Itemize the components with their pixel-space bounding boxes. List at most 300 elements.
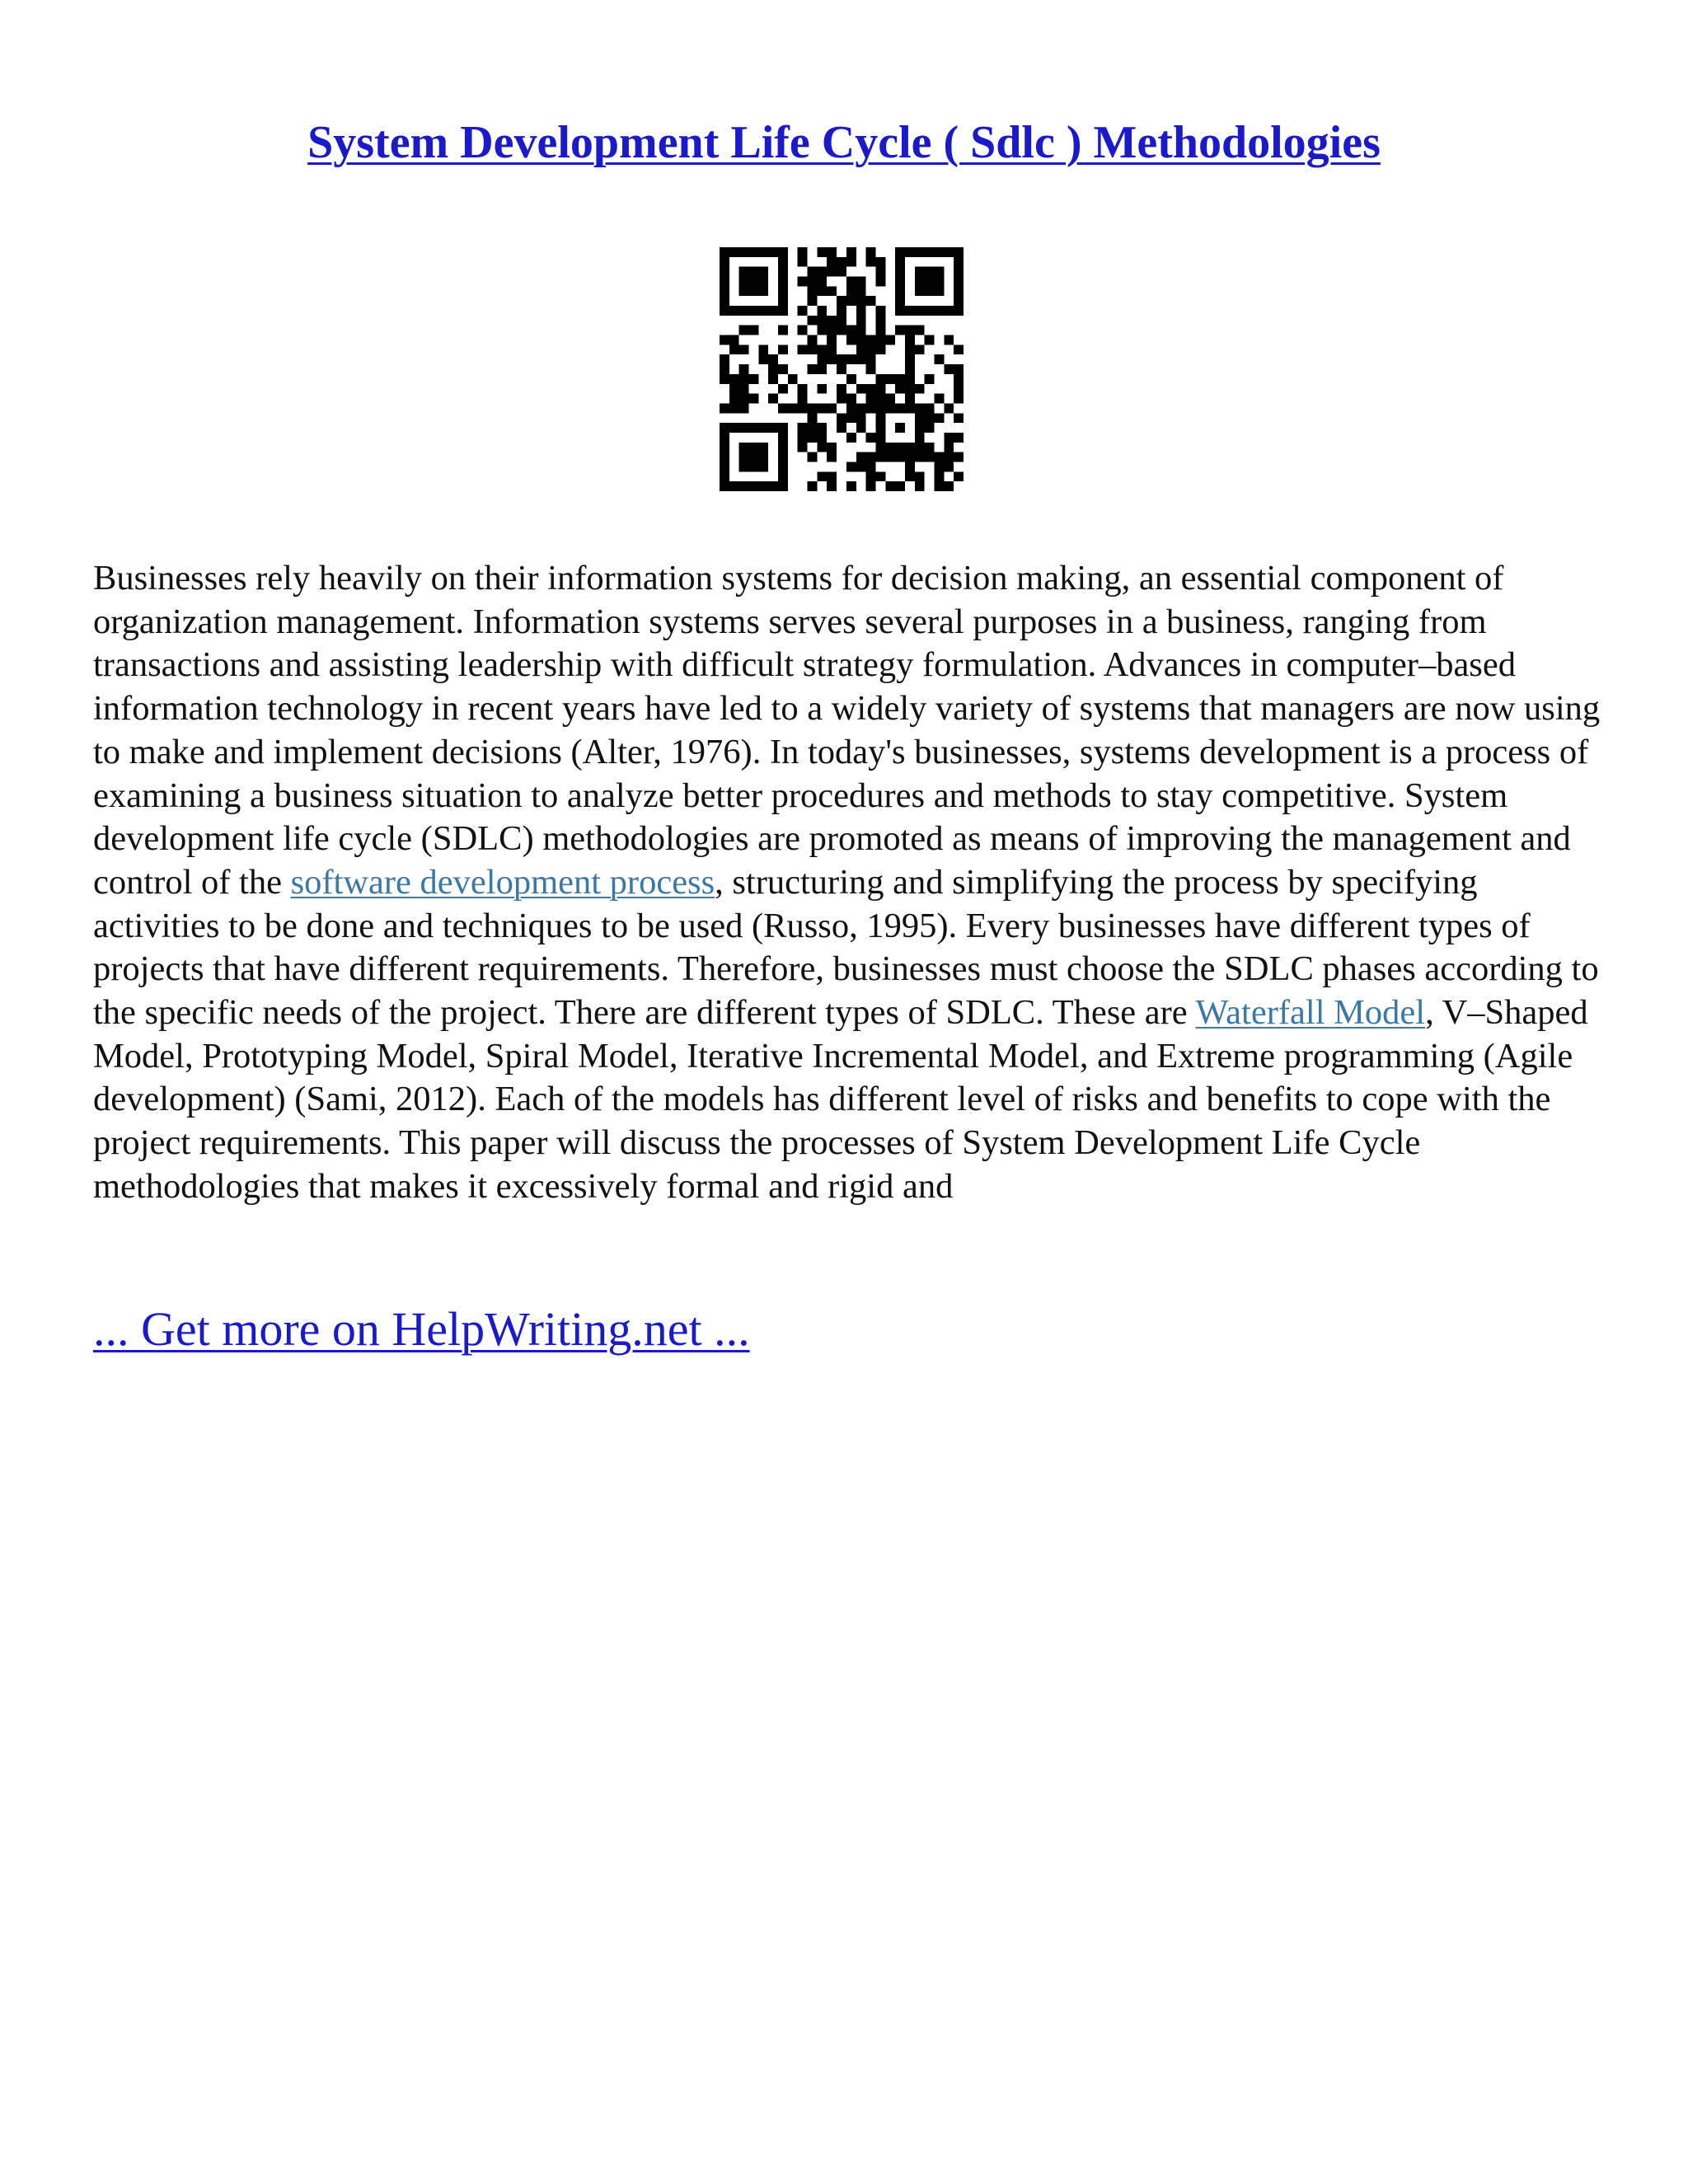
qr-module: [720, 286, 729, 296]
qr-module: [768, 374, 778, 384]
qr-module: [856, 413, 866, 423]
qr-module: [749, 452, 759, 462]
qr-module: [827, 326, 837, 335]
qr-module: [720, 364, 729, 374]
waterfall-model-link[interactable]: Waterfall Model: [1195, 993, 1426, 1033]
qr-module: [856, 462, 866, 471]
qr-module: [817, 403, 827, 413]
qr-module: [778, 286, 788, 296]
qr-module: [925, 267, 935, 277]
qr-module: [739, 247, 749, 257]
qr-module: [895, 247, 905, 257]
qr-module: [817, 443, 827, 452]
qr-module: [895, 443, 905, 452]
qr-module: [720, 354, 729, 364]
qr-module: [925, 335, 935, 345]
qr-module: [788, 403, 798, 413]
qr-module: [739, 286, 749, 296]
qr-module: [925, 374, 935, 384]
qr-module: [749, 306, 759, 316]
qr-module: [875, 403, 885, 413]
qr-module: [954, 267, 964, 277]
qr-module: [720, 247, 729, 257]
qr-module: [885, 335, 895, 345]
qr-module: [768, 364, 778, 374]
qr-module: [798, 326, 808, 335]
qr-module: [895, 481, 905, 491]
qr-module: [720, 433, 729, 443]
qr-module: [808, 286, 818, 296]
qr-module: [875, 374, 885, 384]
qr-module: [808, 316, 818, 326]
qr-module: [875, 384, 885, 394]
qr-module: [846, 286, 856, 296]
qr-module: [827, 471, 837, 481]
qr-module: [866, 471, 876, 481]
qr-module: [934, 286, 944, 296]
qr-module: [875, 413, 885, 423]
qr-module: [905, 462, 915, 471]
qr-module: [846, 277, 856, 287]
qr-module: [808, 277, 818, 287]
paragraph-text-part1: Businesses rely heavily on their information systems for decision making, an essential component of organization management. Information systems serves several purposes in a business, ranging from transactions and assisting leadership with difficult strategy formulation. Advances in computer–based information technology in recent years have led to a widely variety of systems that managers are now using to make and implement decisions (Alter, 1976). In today's businesses, systems development is a process of examining a business situation to analyze better procedures and methods to stay competitive. System development life cycle (SDLC) methodologies are promoted as means of improving the management and control of the: [93, 559, 1601, 902]
qr-code-icon: [720, 247, 964, 491]
qr-module: [944, 364, 954, 374]
qr-module: [749, 462, 759, 471]
qr-module: [729, 481, 739, 491]
qr-module: [758, 443, 768, 452]
qr-module: [778, 423, 788, 433]
qr-module: [915, 326, 925, 335]
qr-module: [808, 481, 818, 491]
qr-module: [925, 413, 935, 423]
qr-module: [846, 335, 856, 345]
qr-module: [895, 326, 905, 335]
qr-module: [934, 267, 944, 277]
qr-module: [934, 277, 944, 287]
qr-module: [954, 433, 964, 443]
qr-module: [720, 277, 729, 287]
qr-module: [954, 471, 964, 481]
qr-module: [817, 433, 827, 443]
qr-module: [739, 403, 749, 413]
qr-module: [925, 286, 935, 296]
qr-module: [758, 247, 768, 257]
qr-module: [954, 452, 964, 462]
qr-module: [905, 443, 915, 452]
qr-module: [720, 443, 729, 452]
qr-module: [905, 354, 915, 364]
qr-module: [798, 423, 808, 433]
qr-module: [729, 394, 739, 404]
qr-module: [875, 335, 885, 345]
qr-module: [808, 413, 818, 423]
qr-module: [827, 247, 837, 257]
qr-module: [768, 481, 778, 491]
qr-module: [739, 423, 749, 433]
qr-module: [846, 433, 856, 443]
qr-module: [925, 403, 935, 413]
qr-module: [837, 267, 846, 277]
qr-module: [895, 384, 905, 394]
qr-module: [778, 277, 788, 287]
qr-module: [720, 374, 729, 384]
qr-module: [895, 403, 905, 413]
qr-module: [875, 344, 885, 354]
qr-module: [866, 296, 876, 306]
qr-module: [875, 433, 885, 443]
qr-module: [846, 354, 856, 364]
qr-module: [895, 423, 905, 433]
qr-module: [778, 384, 788, 394]
qr-module: [827, 443, 837, 452]
get-more-line: [93, 1301, 750, 1358]
qr-module: [778, 267, 788, 277]
qr-module: [866, 247, 876, 257]
qr-module: [798, 394, 808, 404]
qr-module: [875, 452, 885, 462]
qr-module: [720, 267, 729, 277]
qr-module: [798, 443, 808, 452]
qr-module: [817, 267, 827, 277]
paragraph-text-part3: , V–Shaped Model, Prototyping Model, Spiral Model, Iterative Incremental Model, and Extreme programming (Agile development) (Sami, 2012). Each of the models has different level of risks and benefits to cope with the project requirements. This paper will discuss the processes of System Development Life Cycle methodologies that makes it excessively formal and rigid and: [93, 993, 1588, 1206]
qr-module: [739, 277, 749, 287]
qr-module: [944, 443, 954, 452]
qr-module: [934, 452, 944, 462]
qr-module: [856, 384, 866, 394]
qr-module: [808, 267, 818, 277]
qr-module: [827, 452, 837, 462]
qr-module: [895, 296, 905, 306]
qr-module: [837, 296, 846, 306]
qr-module: [739, 306, 749, 316]
qr-module: [778, 257, 788, 267]
qr-module: [758, 481, 768, 491]
qr-module: [875, 326, 885, 335]
qr-module: [817, 344, 827, 354]
qr-module: [749, 481, 759, 491]
qr-module: [925, 452, 935, 462]
qr-module: [739, 443, 749, 452]
qr-module: [895, 306, 905, 316]
qr-module: [808, 423, 818, 433]
qr-module: [954, 277, 964, 287]
qr-module: [729, 306, 739, 316]
qr-module: [885, 403, 895, 413]
qr-module: [915, 433, 925, 443]
qr-module: [720, 335, 729, 345]
qr-module: [954, 247, 964, 257]
qr-module: [758, 277, 768, 287]
qr-module: [895, 257, 905, 267]
qr-module: [720, 296, 729, 306]
qr-module: [895, 452, 905, 462]
qr-module: [905, 403, 915, 413]
qr-module: [875, 394, 885, 404]
qr-module: [846, 481, 856, 491]
qr-module: [934, 394, 944, 404]
qr-module: [866, 257, 876, 267]
qr-module: [895, 277, 905, 287]
qr-module: [866, 354, 876, 364]
qr-module: [749, 286, 759, 296]
qr-module: [915, 277, 925, 287]
qr-module: [837, 257, 846, 267]
qr-module: [827, 354, 837, 364]
qr-module: [729, 403, 739, 413]
qr-module: [944, 247, 954, 257]
qr-module: [768, 394, 778, 404]
qr-module: [808, 433, 818, 443]
qr-module: [915, 452, 925, 462]
qr-module: [778, 247, 788, 257]
qr-module: [768, 354, 778, 364]
qr-module: [758, 452, 768, 462]
qr-module: [817, 277, 827, 287]
qr-module: [720, 462, 729, 471]
qr-module: [788, 374, 798, 384]
qr-module: [778, 296, 788, 306]
qr-module: [729, 344, 739, 354]
qr-module: [817, 316, 827, 326]
qr-module: [905, 344, 915, 354]
qr-code-image: [720, 247, 964, 491]
qr-module: [798, 257, 808, 267]
qr-module: [934, 413, 944, 423]
qr-module: [885, 374, 895, 384]
qr-module: [856, 335, 866, 345]
qr-module: [846, 374, 856, 384]
qr-module: [875, 257, 885, 267]
qr-module: [954, 257, 964, 267]
qr-module: [739, 267, 749, 277]
qr-module: [934, 354, 944, 364]
qr-module: [875, 423, 885, 433]
qr-module: [798, 306, 808, 316]
qr-module: [817, 364, 827, 374]
qr-module: [778, 403, 788, 413]
qr-module: [720, 471, 729, 481]
qr-module: [915, 247, 925, 257]
qr-module: [944, 306, 954, 316]
qr-module: [749, 247, 759, 257]
qr-module: [729, 374, 739, 384]
qr-module: [866, 481, 876, 491]
qr-module: [905, 247, 915, 257]
qr-module: [934, 481, 944, 491]
qr-module: [729, 247, 739, 257]
qr-module: [808, 296, 818, 306]
qr-module: [856, 452, 866, 462]
qr-module: [915, 403, 925, 413]
qr-module: [954, 344, 964, 354]
qr-module: [739, 384, 749, 394]
qr-module: [817, 423, 827, 433]
qr-module: [866, 433, 876, 443]
qr-module: [749, 326, 759, 335]
qr-module: [749, 423, 759, 433]
qr-module: [837, 326, 846, 335]
qr-module: [837, 316, 846, 326]
qr-module: [905, 306, 915, 316]
qr-module: [749, 267, 759, 277]
title-link[interactable]: System Development Life Cycle ( Sdlc ) Methodologies: [307, 117, 1381, 168]
software-development-process-link[interactable]: software development process: [290, 862, 715, 902]
qr-module: [778, 433, 788, 443]
qr-module: [739, 481, 749, 491]
qr-module: [915, 413, 925, 423]
qr-module: [875, 267, 885, 277]
qr-module: [944, 433, 954, 443]
qr-module: [768, 306, 778, 316]
qr-module: [817, 286, 827, 296]
qr-module: [778, 344, 788, 354]
qr-module: [944, 462, 954, 471]
page-title: [0, 114, 1688, 171]
qr-module: [875, 471, 885, 481]
qr-module: [856, 423, 866, 433]
qr-module: [827, 286, 837, 296]
qr-module: [934, 471, 944, 481]
qr-module: [875, 277, 885, 287]
qr-module: [875, 306, 885, 316]
qr-module: [827, 481, 837, 491]
qr-module: [837, 413, 846, 423]
qr-module: [778, 306, 788, 316]
qr-module: [778, 452, 788, 462]
qr-module: [798, 384, 808, 394]
qr-module: [954, 384, 964, 394]
qr-module: [905, 394, 915, 404]
qr-module: [817, 354, 827, 364]
qr-module: [768, 247, 778, 257]
qr-module: [856, 344, 866, 354]
qr-module: [885, 481, 895, 491]
qr-module: [720, 403, 729, 413]
qr-module: [954, 306, 964, 316]
qr-module: [856, 286, 866, 296]
qr-module: [944, 403, 954, 413]
qr-module: [875, 316, 885, 326]
qr-module: [875, 443, 885, 452]
qr-module: [758, 344, 768, 354]
qr-module: [729, 423, 739, 433]
qr-module: [729, 384, 739, 394]
qr-module: [866, 335, 876, 345]
qr-module: [808, 403, 818, 413]
qr-module: [778, 462, 788, 471]
get-more-link[interactable]: ... Get more on HelpWriting.net ...: [93, 1302, 750, 1356]
qr-module: [749, 277, 759, 287]
qr-module: [720, 306, 729, 316]
qr-module: [808, 344, 818, 354]
qr-module: [798, 277, 808, 287]
body-paragraph: [93, 557, 1601, 1209]
qr-module: [866, 452, 876, 462]
qr-module: [954, 374, 964, 384]
qr-module: [846, 413, 856, 423]
qr-module: [925, 443, 935, 452]
qr-module: [925, 247, 935, 257]
qr-module: [866, 364, 876, 374]
qr-module: [856, 296, 866, 306]
qr-module: [846, 326, 856, 335]
qr-module: [720, 481, 729, 491]
qr-module: [944, 481, 954, 491]
qr-module: [808, 335, 818, 345]
qr-module: [827, 335, 837, 345]
qr-module: [720, 257, 729, 267]
qr-module: [915, 267, 925, 277]
qr-module: [720, 452, 729, 462]
qr-module: [905, 326, 915, 335]
qr-module: [915, 443, 925, 452]
qr-module: [954, 394, 964, 404]
qr-module: [915, 286, 925, 296]
qr-module: [866, 403, 876, 413]
qr-module: [817, 326, 827, 335]
qr-module: [885, 443, 895, 452]
qr-module: [885, 452, 895, 462]
qr-module: [944, 452, 954, 462]
qr-module: [915, 481, 925, 491]
qr-module: [895, 374, 905, 384]
qr-module: [817, 471, 827, 481]
qr-module: [885, 394, 895, 404]
qr-module: [846, 394, 856, 404]
qr-module: [846, 247, 856, 257]
qr-module: [856, 316, 866, 326]
qr-module: [758, 306, 768, 316]
qr-module: [720, 423, 729, 433]
qr-module: [739, 344, 749, 354]
qr-module: [798, 247, 808, 257]
qr-module: [915, 306, 925, 316]
qr-module: [758, 267, 768, 277]
qr-module: [758, 286, 768, 296]
qr-module: [856, 403, 866, 413]
qr-module: [758, 462, 768, 471]
qr-module: [817, 247, 827, 257]
qr-module: [915, 384, 925, 394]
qr-module: [827, 267, 837, 277]
qr-module: [837, 384, 846, 394]
qr-module: [954, 296, 964, 306]
qr-module: [846, 296, 856, 306]
qr-module: [837, 354, 846, 364]
qr-module: [808, 452, 818, 462]
qr-module: [866, 462, 876, 471]
qr-module: [905, 374, 915, 384]
qr-module: [895, 286, 905, 296]
qr-module: [905, 364, 915, 374]
qr-module: [915, 471, 925, 481]
qr-module: [846, 403, 856, 413]
qr-module: [739, 364, 749, 374]
qr-module: [817, 384, 827, 394]
qr-module: [778, 481, 788, 491]
qr-module: [944, 335, 954, 345]
qr-module: [837, 423, 846, 433]
qr-module: [739, 394, 749, 404]
qr-module: [739, 326, 749, 335]
qr-module: [739, 462, 749, 471]
qr-module: [837, 306, 846, 316]
qr-module: [866, 384, 876, 394]
qr-module: [837, 394, 846, 404]
qr-module: [827, 257, 837, 267]
qr-module: [778, 326, 788, 335]
